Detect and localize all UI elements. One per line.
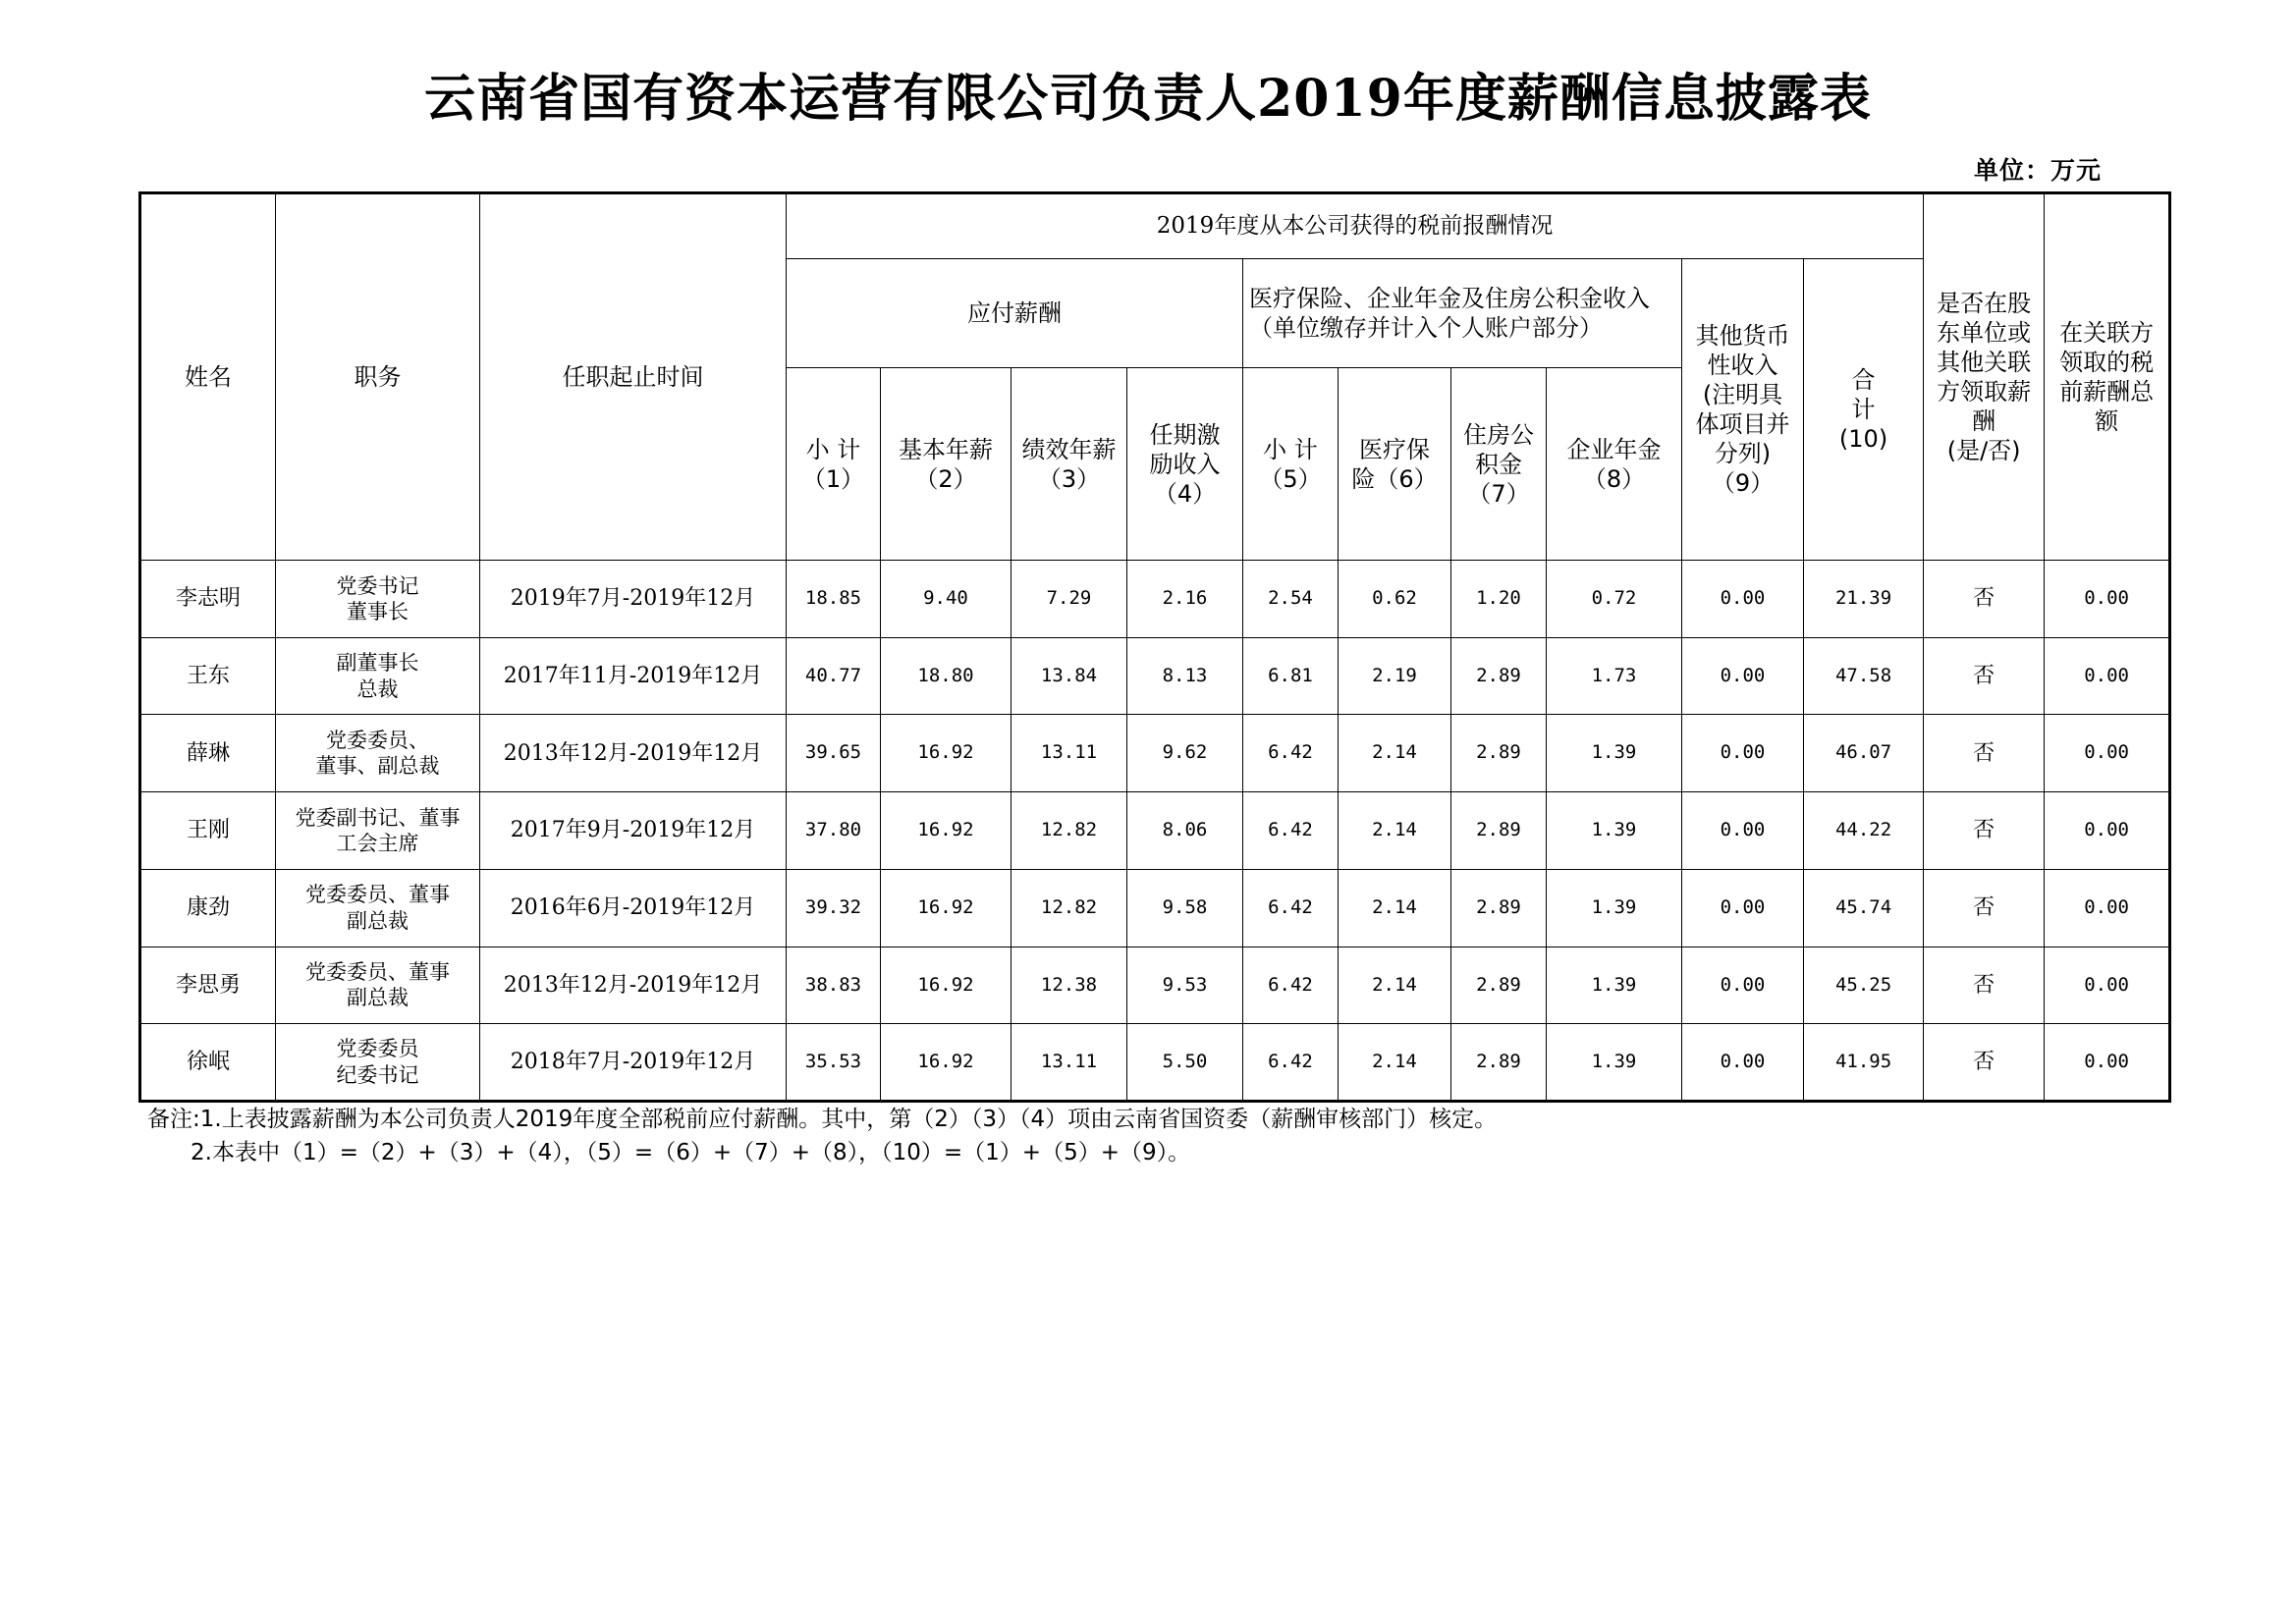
cell-value: 2.19	[1339, 637, 1451, 715]
table-row	[140, 1024, 2170, 1102]
header-line: (注明具	[1702, 381, 1783, 409]
cell-value: 0.00	[1682, 637, 1804, 715]
table-row	[140, 869, 2170, 947]
header-line: 险（6）	[1351, 464, 1438, 493]
cell-position	[276, 947, 480, 1024]
cell-value: 21.39	[1804, 561, 1924, 638]
cell-value: 0.00	[1682, 561, 1804, 638]
cell-value: 41.95	[1804, 1024, 1924, 1102]
header-line: （7）	[1467, 479, 1530, 508]
position-line: 党委委员	[336, 1037, 419, 1061]
cell-value: 6.42	[1243, 869, 1339, 947]
cell-value: 8.06	[1127, 792, 1243, 870]
header-line: 是否在股	[1937, 290, 2032, 318]
position-line: 党委副书记、董事	[295, 805, 461, 830]
cell-term: 2016年6月-2019年12月	[480, 869, 787, 947]
cell-term: 2017年11月-2019年12月	[480, 637, 787, 715]
header-line: 小 计	[805, 435, 861, 463]
cell-value: 39.32	[787, 869, 881, 947]
cell-value: 1.39	[1547, 869, 1682, 947]
cell-value: 44.22	[1804, 792, 1924, 870]
cell-value: 1.39	[1547, 715, 1682, 792]
header-base-salary	[881, 368, 1011, 561]
header-subtotal-5	[1243, 368, 1339, 561]
cell-value: 2.14	[1339, 869, 1451, 947]
cell-value: 0.00	[1682, 792, 1804, 870]
header-insurance-group: 医疗保险、企业年金及住房公积金收入（单位缴存并计入个人账户部分）	[1243, 259, 1682, 368]
cell-term: 2018年7月-2019年12月	[480, 1024, 787, 1102]
header-line: 计	[1851, 396, 1876, 424]
header-line: 分列)	[1714, 440, 1772, 468]
cell-value: 18.85	[787, 561, 881, 638]
cell-value: 6.42	[1243, 715, 1339, 792]
cell-value: 45.74	[1804, 869, 1924, 947]
header-line: （9）	[1711, 469, 1775, 498]
cell-value: 1.20	[1451, 561, 1547, 638]
cell-value: 2.89	[1451, 715, 1547, 792]
footnote-2: 2.本表中（1）=（2）+（3）+（4），（5）=（6）+（7）+（8），（10）=（1）+（5）+（9）。	[191, 1140, 1191, 1165]
header-line: 东单位或	[1937, 319, 2032, 348]
header-line: 前薪酬总	[2059, 378, 2155, 406]
cell-related-amount: 0.00	[2045, 1024, 2170, 1102]
header-line: （3）	[1037, 464, 1101, 493]
table-row	[140, 637, 2170, 715]
cell-related-party: 否	[1924, 947, 2045, 1024]
cell-value: 9.40	[881, 561, 1011, 638]
position-line: 副董事长	[336, 651, 419, 676]
cell-related-amount: 0.00	[2045, 561, 2170, 638]
header-line: 任期激	[1149, 420, 1221, 449]
cell-value: 2.54	[1243, 561, 1339, 638]
cell-value: 1.73	[1547, 637, 1682, 715]
cell-value: 18.80	[881, 637, 1011, 715]
position-line: 纪委书记	[336, 1062, 419, 1087]
cell-value: 12.82	[1011, 869, 1127, 947]
cell-value: 9.53	[1127, 947, 1243, 1024]
header-line: 其他关联	[1937, 349, 2032, 377]
cell-value: 12.38	[1011, 947, 1127, 1024]
cell-value: 16.92	[881, 715, 1011, 792]
cell-value: 7.29	[1011, 561, 1127, 638]
cell-name: 薛琳	[140, 715, 276, 792]
cell-value: 1.39	[1547, 947, 1682, 1024]
table-row	[140, 792, 2170, 870]
cell-position	[276, 637, 480, 715]
cell-value: 5.50	[1127, 1024, 1243, 1102]
unit-label: 单位：万元	[1974, 156, 2103, 185]
header-line: 性收入	[1707, 352, 1778, 380]
cell-position	[276, 1024, 480, 1102]
header-term: 任职起止时间	[480, 193, 787, 561]
header-line: 方领取薪	[1937, 378, 2032, 406]
table-row	[140, 715, 2170, 792]
header-line: （2）	[914, 464, 977, 493]
header-line: 在关联方	[2059, 319, 2155, 348]
cell-related-amount: 0.00	[2045, 715, 2170, 792]
cell-value: 2.14	[1339, 792, 1451, 870]
header-position: 职务	[276, 193, 480, 561]
header-line: 积金	[1475, 450, 1522, 478]
header-payable-salary: 应付薪酬	[787, 259, 1243, 368]
header-performance-salary	[1011, 368, 1127, 561]
position-line: 党委书记	[336, 573, 419, 598]
footnote-1: 备注:1.上表披露薪酬为本公司负责人2019年度全部税前应付薪酬。其中，第（2）（3）（4）项由云南省国资委（薪酬审核部门）核定。	[147, 1107, 1498, 1132]
cell-value: 40.77	[787, 637, 881, 715]
cell-value: 9.58	[1127, 869, 1243, 947]
cell-value: 2.14	[1339, 947, 1451, 1024]
cell-value: 0.00	[1682, 869, 1804, 947]
header-subtotal-1	[787, 368, 881, 561]
header-line: （8）	[1582, 464, 1646, 493]
header-line: 基本年薪	[899, 435, 993, 463]
table-row	[140, 947, 2170, 1024]
header-total	[1804, 259, 1924, 561]
cell-value: 6.42	[1243, 947, 1339, 1024]
cell-value: 6.81	[1243, 637, 1339, 715]
cell-value: 0.72	[1547, 561, 1682, 638]
cell-value: 1.39	[1547, 1024, 1682, 1102]
header-line: 额	[2095, 407, 2119, 436]
header-line: (是/否)	[1946, 437, 2021, 465]
cell-value: 35.53	[787, 1024, 881, 1102]
header-line: 企业年金	[1566, 435, 1662, 463]
cell-value: 12.82	[1011, 792, 1127, 870]
cell-position	[276, 715, 480, 792]
header-other-income	[1682, 259, 1804, 561]
cell-related-party: 否	[1924, 561, 2045, 638]
cell-related-amount: 0.00	[2045, 869, 2170, 947]
position-line: 副总裁	[347, 986, 409, 1010]
cell-related-amount: 0.00	[2045, 637, 2170, 715]
cell-term: 2017年9月-2019年12月	[480, 792, 787, 870]
cell-value: 8.13	[1127, 637, 1243, 715]
cell-name: 李志明	[140, 561, 276, 638]
cell-value: 0.00	[1682, 715, 1804, 792]
cell-value: 2.89	[1451, 792, 1547, 870]
header-line: 医疗保	[1359, 435, 1430, 463]
cell-value: 1.39	[1547, 792, 1682, 870]
cell-value: 16.92	[881, 869, 1011, 947]
header-line: 体项目并	[1695, 410, 1790, 439]
cell-related-party: 否	[1924, 715, 2045, 792]
cell-value: 2.89	[1451, 637, 1547, 715]
position-line: 副总裁	[347, 908, 409, 933]
position-line: 总裁	[356, 677, 399, 701]
header-line: （1）	[801, 464, 865, 493]
cell-related-party: 否	[1924, 637, 2045, 715]
header-related-party	[1924, 193, 2045, 561]
position-line: 董事、副总裁	[315, 754, 440, 779]
header-line: 酬	[1972, 407, 1996, 436]
cell-value: 37.80	[787, 792, 881, 870]
cell-name: 康劲	[140, 869, 276, 947]
header-line: 合	[1851, 366, 1876, 395]
header-related-amount	[2045, 193, 2170, 561]
cell-value: 6.42	[1243, 792, 1339, 870]
cell-name: 王东	[140, 637, 276, 715]
cell-value: 13.84	[1011, 637, 1127, 715]
header-medical-insurance	[1339, 368, 1451, 561]
cell-value: 0.00	[1682, 1024, 1804, 1102]
header-line: 住房公	[1463, 420, 1534, 449]
header-line: 绩效年薪	[1021, 435, 1117, 463]
cell-term: 2019年7月-2019年12月	[480, 561, 787, 638]
cell-value: 39.65	[787, 715, 881, 792]
cell-value: 38.83	[787, 947, 881, 1024]
cell-related-party: 否	[1924, 1024, 2045, 1102]
header-line: 小 计	[1263, 435, 1318, 463]
page-title: 云南省国有资本运营有限公司负责人2019年度薪酬信息披露表	[424, 69, 1872, 129]
cell-value: 16.92	[881, 947, 1011, 1024]
cell-value: 16.92	[881, 792, 1011, 870]
header-line: （5）	[1259, 464, 1322, 493]
position-line: 工会主席	[336, 832, 419, 856]
cell-value: 2.89	[1451, 869, 1547, 947]
cell-related-party: 否	[1924, 792, 2045, 870]
header-line: (10)	[1838, 425, 1888, 454]
cell-term: 2013年12月-2019年12月	[480, 715, 787, 792]
cell-name: 王刚	[140, 792, 276, 870]
cell-value: 45.25	[1804, 947, 1924, 1024]
cell-value: 9.62	[1127, 715, 1243, 792]
table-row	[140, 561, 2170, 638]
cell-position	[276, 869, 480, 947]
cell-related-amount: 0.00	[2045, 947, 2170, 1024]
cell-value: 2.89	[1451, 1024, 1547, 1102]
compensation-table	[138, 191, 2171, 1103]
cell-related-party: 否	[1924, 869, 2045, 947]
cell-name: 李思勇	[140, 947, 276, 1024]
header-row-1	[140, 193, 2170, 259]
cell-value: 6.42	[1243, 1024, 1339, 1102]
position-line: 党委委员、董事	[305, 960, 450, 985]
header-housing-fund	[1451, 368, 1547, 561]
position-line: 党委委员、	[326, 729, 429, 753]
cell-name: 徐岷	[140, 1024, 276, 1102]
footnotes	[147, 1103, 2111, 1169]
cell-value: 46.07	[1804, 715, 1924, 792]
cell-value: 0.00	[1682, 947, 1804, 1024]
header-line: 励收入	[1149, 450, 1221, 478]
cell-value: 16.92	[881, 1024, 1011, 1102]
cell-related-amount: 0.00	[2045, 792, 2170, 870]
position-line: 董事长	[347, 599, 409, 623]
header-line: 其他货币	[1695, 322, 1790, 351]
cell-value: 47.58	[1804, 637, 1924, 715]
cell-term: 2013年12月-2019年12月	[480, 947, 787, 1024]
header-name: 姓名	[140, 193, 276, 561]
cell-value: 2.14	[1339, 715, 1451, 792]
header-pretax-compensation: 2019年度从本公司获得的税前报酬情况	[787, 193, 1924, 259]
cell-value: 2.89	[1451, 947, 1547, 1024]
position-line: 党委委员、董事	[305, 883, 450, 907]
header-enterprise-annuity	[1547, 368, 1682, 561]
cell-value: 13.11	[1011, 715, 1127, 792]
cell-value: 2.16	[1127, 561, 1243, 638]
cell-position	[276, 792, 480, 870]
header-line: （4）	[1153, 479, 1217, 508]
cell-position	[276, 561, 480, 638]
header-term-incentive	[1127, 368, 1243, 561]
header-line: 领取的税	[2059, 349, 2155, 377]
cell-value: 0.62	[1339, 561, 1451, 638]
cell-value: 13.11	[1011, 1024, 1127, 1102]
cell-value: 2.14	[1339, 1024, 1451, 1102]
